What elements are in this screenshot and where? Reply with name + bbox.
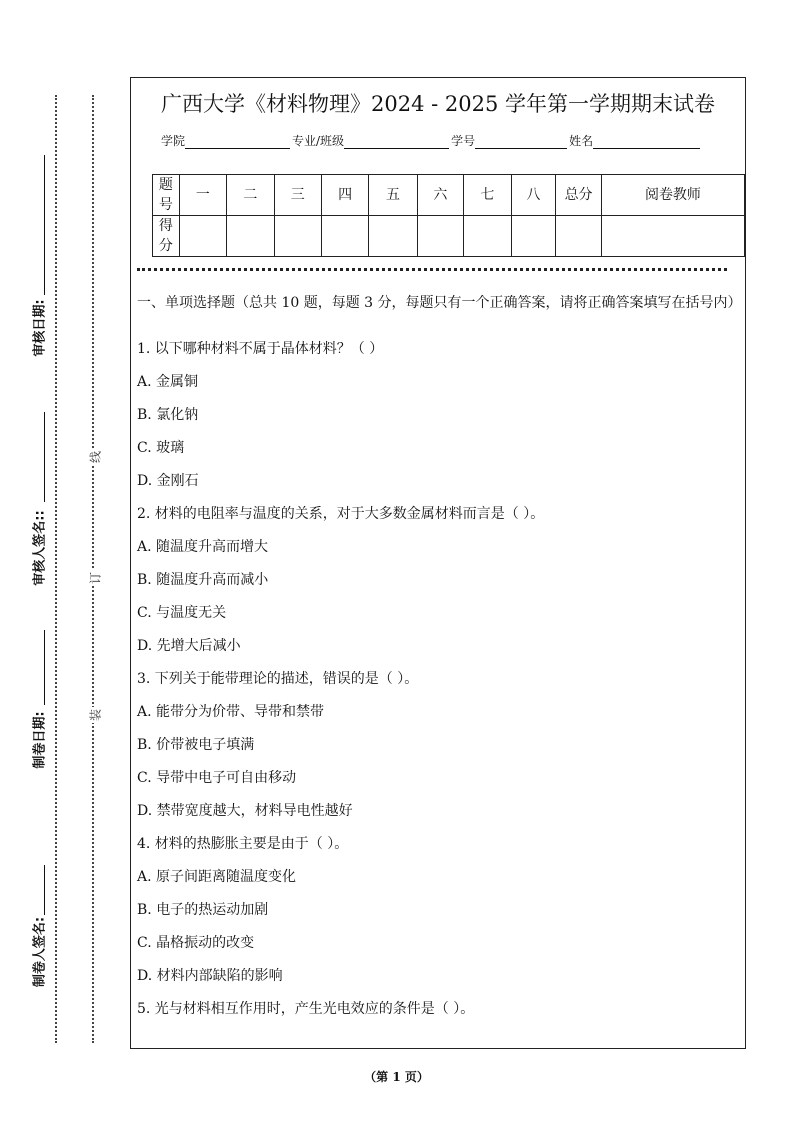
page-title: 广西大学《材料物理》2024 - 2025 学年第一学期期末试卷: [160, 92, 715, 116]
score-table: [152, 174, 745, 257]
col-header: 阅卷教师: [601, 175, 744, 216]
col-header: 三: [274, 175, 321, 216]
reviewer-sign-line: [44, 412, 45, 502]
col-header: 一: [179, 175, 226, 216]
score-cell[interactable]: [464, 216, 511, 257]
review-date-label: 审核日期:: [32, 299, 48, 357]
col-header: 六: [417, 175, 464, 216]
questions: [137, 292, 742, 1031]
question-text: 1. 以下哪种材料不属于晶体材料？（ ）: [137, 341, 384, 357]
bind-order-text: 订: [88, 571, 103, 585]
question-text: 4. 材料的热膨胀主要是由于（ ）。: [137, 836, 349, 852]
college-field[interactable]: [185, 134, 290, 149]
maker-sign-line: [44, 865, 45, 915]
student-id-field[interactable]: [475, 134, 567, 149]
col-header: 四: [321, 175, 368, 216]
score-cell[interactable]: [179, 216, 226, 257]
page-number: （第 1 页）: [364, 1070, 429, 1084]
seal-line-outer: [55, 95, 57, 1043]
col-header: 七: [464, 175, 511, 216]
col-header: 总分: [556, 175, 602, 216]
student-info: [161, 132, 702, 149]
major-label: 专业/班级: [292, 134, 345, 148]
row-label: 题号: [153, 175, 180, 216]
score-cell[interactable]: [274, 216, 321, 257]
name-label: 姓名: [569, 134, 594, 148]
score-cell[interactable]: [556, 216, 602, 257]
answer-option: A. 随温度升高而增大: [137, 539, 269, 555]
score-cell[interactable]: [601, 216, 744, 257]
answer-option: C. 导带中电子可自由移动: [137, 770, 297, 786]
score-cell[interactable]: [417, 216, 464, 257]
answer-option: C. 晶格振动的改变: [137, 935, 255, 951]
answer-option: B. 价带被电子填满: [137, 737, 255, 753]
make-date-line: [44, 630, 45, 705]
review-date-line: [44, 155, 45, 295]
col-header: 八: [511, 175, 556, 216]
answer-option: D. 材料内部缺陷的影响: [137, 968, 283, 984]
answer-option: A. 原子间距离随温度变化: [137, 869, 297, 885]
question-text: 3. 下列关于能带理论的描述，错误的是（ ）。: [137, 671, 419, 687]
college-label: 学院: [161, 134, 186, 148]
answer-option: D. 先增大后减小: [137, 638, 241, 654]
score-cell[interactable]: [369, 216, 417, 257]
answer-option: B. 氯化钠: [137, 407, 199, 423]
reviewer-sign-label: 审核人签名::: [32, 510, 48, 586]
dotted-separator: [137, 268, 727, 271]
row-label: 得分: [153, 216, 180, 257]
score-cell[interactable]: [321, 216, 368, 257]
answer-option: D. 金刚石: [137, 473, 199, 489]
answer-option: B. 随温度升高而减小: [137, 572, 269, 588]
name-field[interactable]: [593, 134, 700, 149]
make-date-label: 制卷日期:: [32, 711, 48, 769]
answer-option: A. 金属铜: [137, 374, 199, 390]
maker-sign-label: 制卷人签名:: [32, 916, 48, 988]
bind-line-text: 线: [88, 450, 103, 464]
col-header: 五: [369, 175, 417, 216]
section-heading: 一、单项选择题（总共 10 题，每题 3 分，每题只有一个正确答案，请将正确答案填写在括号内）: [137, 295, 742, 311]
answer-option: C. 玻璃: [137, 440, 185, 456]
question-text: 2. 材料的电阻率与温度的关系，对于大多数金属材料而言是（ ）。: [137, 506, 545, 522]
major-field[interactable]: [344, 134, 449, 149]
answer-option: A. 能带分为价带、导带和禁带: [137, 704, 325, 720]
answer-option: D. 禁带宽度越大，材料导电性越好: [137, 803, 353, 819]
student-id-label: 学号: [451, 134, 476, 148]
answer-option: C. 与温度无关: [137, 605, 227, 621]
score-cell[interactable]: [511, 216, 556, 257]
answer-option: B. 电子的热运动加剧: [137, 902, 269, 918]
bind-mount-text: 装: [88, 708, 103, 722]
score-cell[interactable]: [227, 216, 274, 257]
exam-frame: [130, 77, 746, 1049]
col-header: 二: [227, 175, 274, 216]
question-text: 5. 光与材料相互作用时，产生光电效应的条件是（ ）。: [137, 1001, 475, 1017]
